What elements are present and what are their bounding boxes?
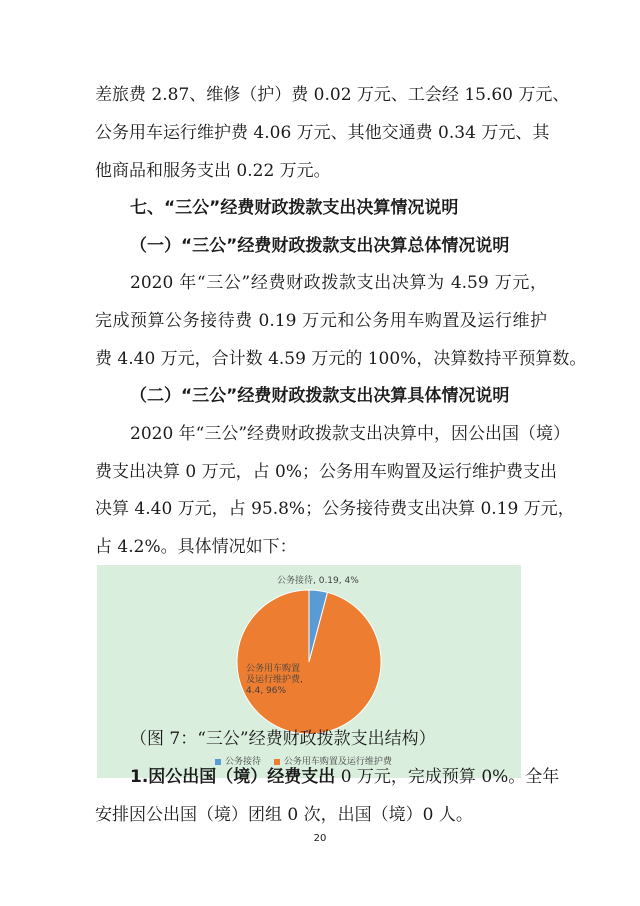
slice-label-line: 4.4, 96% [246,686,287,696]
subsection-heading-2: （二）“三公”经费财政拨款支出决算具体情况说明 [130,386,510,406]
slice-label-vehicle [246,664,303,697]
legend-swatch-orange [274,759,280,765]
legend-label: 公务接待 [225,757,262,767]
slice-label-line: 公务用车购置 [246,664,301,674]
body-line: 2020 年“三公”经费财政拨款支出决算为 4.59 万元， [130,273,547,293]
section-heading-7: 七、“三公”经费财政拨款支出决算情况说明 [130,198,459,218]
subsection-heading-1: （一）“三公”经费财政拨款支出决算总体情况说明 [130,236,510,256]
body-line: 决算 4.40 万元，占 95.8%；公务接待费支出决算 0.19 万元， [95,499,575,519]
pie-slice-vehicle [237,590,381,734]
slice-label-line: 公务接待, 0.19, 4% [277,576,359,586]
body-text: 0 万元，完成预算 0%。全年 [335,767,560,787]
body-line: 完成预算公务接待费 0.19 万元和公务用车购置及运行维护 [95,311,547,331]
body-line: 公务用车运行维护费 4.06 万元、其他交通费 0.34 万元、其 [95,123,550,143]
slice-label-line: 及运行维护费, [246,675,303,685]
body-line: 费支出决算 0 万元，占 0%；公务用车购置及运行维护费支出 [95,462,557,482]
body-line: 差旅费 2.87、维修（护）费 0.02 万元、工会经 15.60 万元、 [95,85,570,105]
body-line: 占 4.2%。具体情况如下： [95,537,297,557]
legend-swatch-blue [215,759,221,765]
slice-label-reception [277,576,359,587]
body-line: 他商品和服务支出 0.22 万元。 [95,161,331,181]
body-line: 2020 年“三公”经费财政拨款支出决算中，因公出国（境） [130,424,571,444]
legend-label: 公务用车购置及运行维护费 [283,757,392,767]
bold-lead: 1.因公出国（境）经费支出 [130,767,336,787]
body-line: 费 4.40 万元，合计数 4.59 万元的 100%，决算数持平预算数。 [95,349,587,369]
page-number: 20 [313,833,327,844]
figure-caption: （图 7：“三公”经费财政拨款支出结构） [130,729,436,749]
body-line [130,766,559,788]
body-line: 安排因公出国（境）团组 0 次，出国（境）0 人。 [95,805,473,825]
